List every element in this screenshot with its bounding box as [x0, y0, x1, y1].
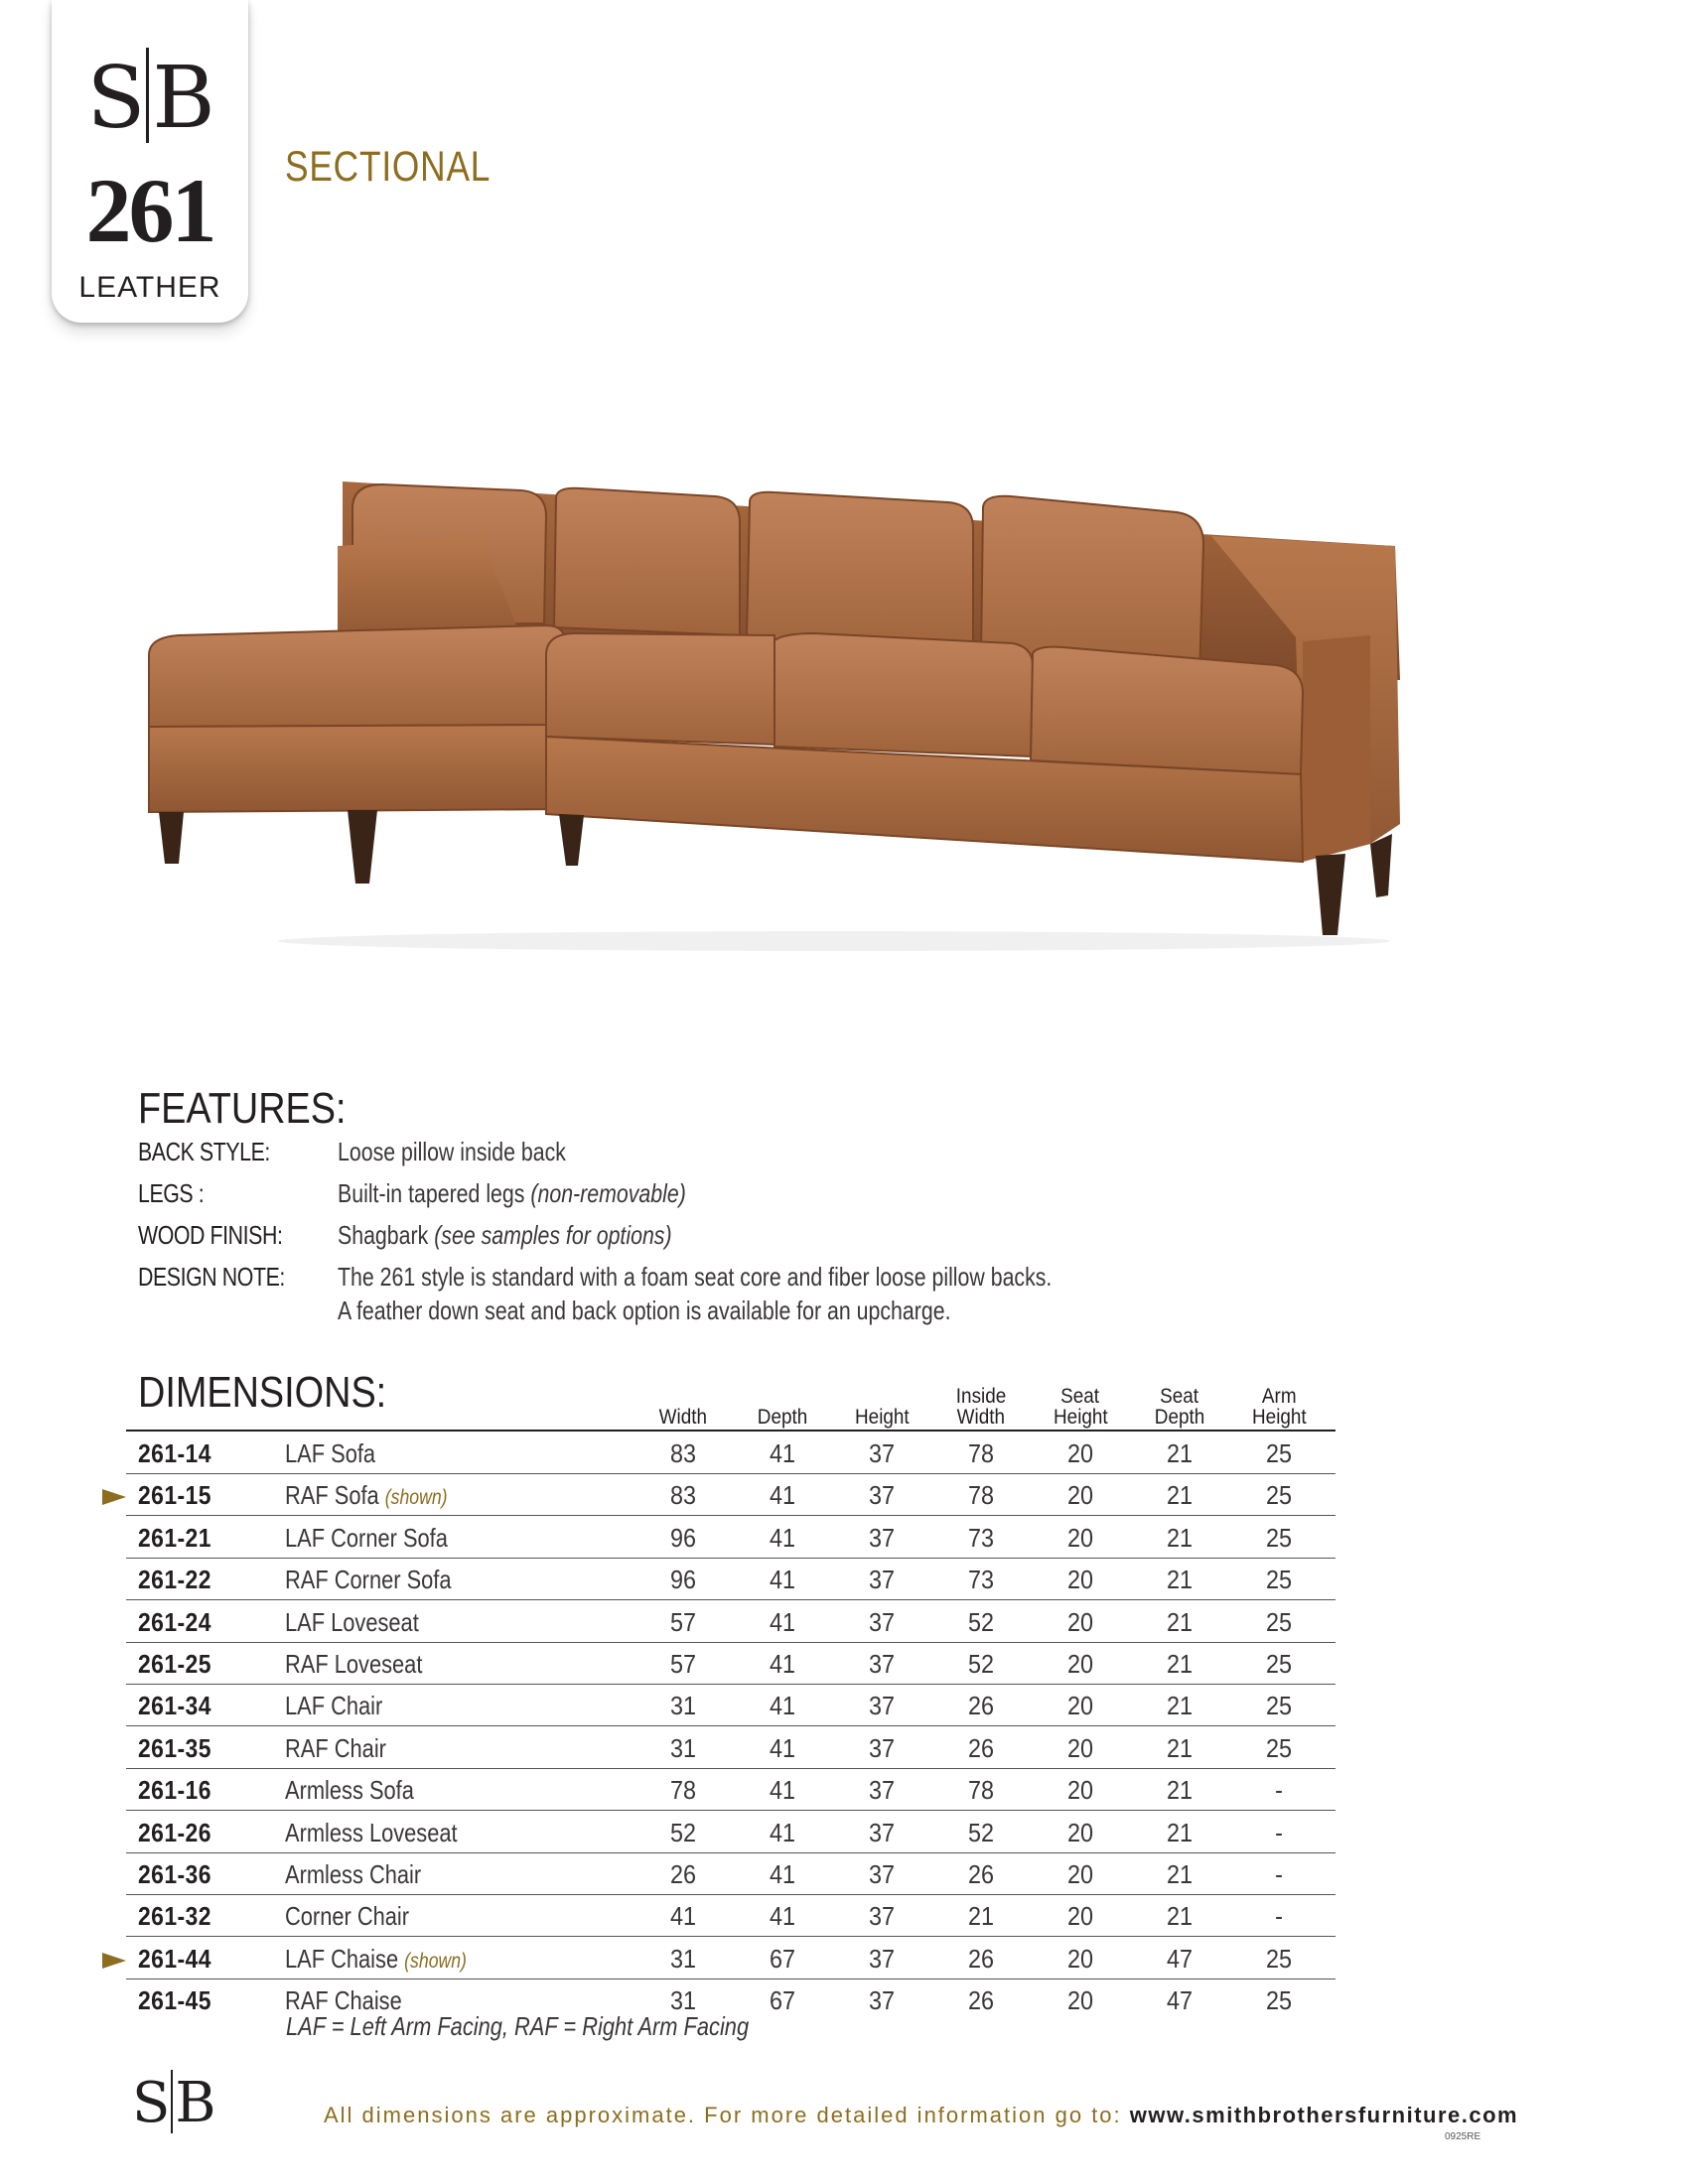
dimension-value: 41	[769, 1901, 796, 1932]
dimension-value: 41	[769, 1649, 796, 1679]
dimension-value: 21	[1166, 1732, 1194, 1763]
style-number: 261	[85, 160, 214, 261]
dimension-value: 25	[1265, 1480, 1293, 1511]
dimension-value: 47	[1166, 1985, 1194, 2016]
dimension-value: 21	[1166, 1522, 1194, 1553]
dimension-value: 20	[1066, 1859, 1094, 1889]
column-header-height: Height	[854, 1406, 910, 1429]
dimension-value: 31	[669, 1943, 697, 1974]
dimension-value: 37	[868, 1606, 896, 1637]
feature-value: Shagbark (see samples for options)	[338, 1220, 672, 1250]
dimension-value: 41	[769, 1480, 796, 1511]
dimension-value: 20	[1066, 1565, 1094, 1595]
dimension-value: 31	[669, 1732, 697, 1763]
table-row	[126, 1600, 1336, 1643]
dimension-value: 20	[1066, 1943, 1094, 1974]
document-code: 0925RE	[1445, 2131, 1481, 2142]
dimension-value: 78	[967, 1480, 995, 1511]
table-row	[126, 1937, 1336, 1979]
piece-name: LAF Chaise (shown)	[285, 1943, 467, 1974]
dimension-value: 26	[669, 1859, 697, 1889]
dimension-value: 41	[769, 1859, 796, 1889]
dimension-value: 83	[669, 1438, 697, 1468]
dimension-value: 20	[1066, 1522, 1094, 1553]
dimension-value: 25	[1265, 1691, 1293, 1721]
dimension-value: 26	[967, 1691, 995, 1721]
piece-name: RAF Chair	[285, 1732, 386, 1763]
dimension-value: 78	[967, 1775, 995, 1806]
table-row	[126, 1726, 1336, 1769]
dimension-value: 20	[1066, 1732, 1094, 1763]
footer-logo: S B	[132, 2071, 215, 2135]
dimension-value: 73	[967, 1522, 995, 1553]
feature-value: Built-in tapered legs (non-removable)	[338, 1178, 686, 1208]
dimension-value: 57	[669, 1649, 697, 1679]
feature-value: The 261 style is standard with a foam seat core and fiber loose pillow backs. A feather down seat and back option is available for an upcharge.	[338, 1262, 1053, 1325]
piece-name: LAF Chair	[285, 1691, 383, 1721]
dimension-value: 37	[868, 1438, 896, 1468]
dimension-value: 26	[967, 1985, 995, 2016]
model-number: 261-15	[138, 1480, 211, 1511]
dimension-value: 25	[1265, 1606, 1293, 1637]
column-header-inside-width: Inside Width	[955, 1385, 1007, 1429]
feature-note: (non-removable)	[530, 1178, 686, 1208]
model-number: 261-14	[138, 1438, 211, 1468]
feature-label: DESIGN NOTE:	[138, 1262, 285, 1292]
features-heading: FEATURES:	[138, 1084, 347, 1133]
dimension-value: 37	[868, 1775, 896, 1806]
shown-label: (shown)	[404, 1949, 467, 1973]
dimension-value: 96	[669, 1565, 697, 1595]
model-number: 261-24	[138, 1606, 211, 1637]
table-row	[126, 1894, 1336, 1937]
piece-name: RAF Sofa (shown)	[285, 1480, 448, 1511]
shown-arrow-icon	[102, 1489, 126, 1505]
column-header-width: Width	[658, 1406, 708, 1429]
model-number: 261-21	[138, 1522, 211, 1553]
dimension-value: 37	[868, 1691, 896, 1721]
product-type-title: SECTIONAL	[285, 143, 492, 191]
dimension-value: 41	[769, 1438, 796, 1468]
dimension-value: -	[1275, 1775, 1283, 1806]
dimension-value: 37	[868, 1859, 896, 1889]
model-number: 261-22	[138, 1565, 211, 1595]
model-number: 261-32	[138, 1901, 211, 1932]
model-number: 261-26	[138, 1817, 211, 1847]
piece-name: Armless Chair	[285, 1859, 422, 1889]
dimension-value: 41	[769, 1817, 796, 1847]
table-row	[126, 1811, 1336, 1853]
dimension-value: 20	[1066, 1817, 1094, 1847]
dimensions-heading: DIMENSIONS:	[138, 1368, 387, 1417]
table-row	[126, 1768, 1336, 1811]
dimension-value: 37	[868, 1943, 896, 1974]
dimension-value: 47	[1166, 1943, 1194, 1974]
dimension-value: 21	[1166, 1901, 1194, 1932]
column-header-seat-depth: Seat Depth	[1154, 1385, 1205, 1429]
table-row	[126, 1642, 1336, 1685]
piece-name: RAF Corner Sofa	[285, 1565, 452, 1595]
feature-label: WOOD FINISH:	[138, 1220, 283, 1250]
dimension-value: 52	[669, 1817, 697, 1847]
model-number: 261-25	[138, 1649, 211, 1679]
dimension-value: 41	[769, 1565, 796, 1595]
piece-name: RAF Loveseat	[285, 1649, 423, 1679]
shown-arrow-icon	[102, 1953, 126, 1969]
model-number: 261-34	[138, 1691, 211, 1721]
dimension-value: 20	[1066, 1691, 1094, 1721]
dimension-value: 37	[868, 1565, 896, 1595]
table-row	[126, 1558, 1336, 1600]
piece-name: LAF Corner Sofa	[285, 1522, 448, 1553]
dimension-value: 21	[1166, 1775, 1194, 1806]
dimension-value: 20	[1066, 1606, 1094, 1637]
dimension-value: 67	[769, 1985, 796, 2016]
piece-name: RAF Chaise	[285, 1985, 402, 2016]
dimension-value: 41	[769, 1691, 796, 1721]
feature-label: BACK STYLE:	[138, 1137, 270, 1166]
dimension-value: 21	[1166, 1565, 1194, 1595]
column-header-arm-height: Arm Height	[1251, 1385, 1307, 1429]
dimension-value: 41	[669, 1901, 697, 1932]
website-link[interactable]: www.smithbrothersfurniture.com	[1129, 2103, 1519, 2127]
dimension-value: 41	[769, 1732, 796, 1763]
dimension-value: 78	[967, 1438, 995, 1468]
legend-note: LAF = Left Arm Facing, RAF = Right Arm Facing	[286, 2011, 750, 2041]
model-number: 261-35	[138, 1732, 211, 1763]
dimension-value: 20	[1066, 1901, 1094, 1932]
piece-name: Corner Chair	[285, 1901, 410, 1932]
brand-badge	[52, 0, 248, 323]
column-header-depth: Depth	[757, 1406, 808, 1429]
dimension-value: 21	[1166, 1649, 1194, 1679]
dimension-value: 96	[669, 1522, 697, 1553]
sectional-sofa-image	[139, 467, 1430, 953]
dimension-value: 41	[769, 1522, 796, 1553]
dimension-value: 37	[868, 1985, 896, 2016]
dimension-value: 52	[967, 1817, 995, 1847]
dimension-value: 20	[1066, 1480, 1094, 1511]
dimension-value: 20	[1066, 1985, 1094, 2016]
dimension-value: 31	[669, 1691, 697, 1721]
dimension-value: 26	[967, 1943, 995, 1974]
dimension-value: 26	[967, 1859, 995, 1889]
dimension-value: 31	[669, 1985, 697, 2016]
dimension-value: 21	[1166, 1691, 1194, 1721]
shown-label: (shown)	[384, 1486, 448, 1510]
dimension-value: 26	[967, 1732, 995, 1763]
table-row	[126, 1516, 1336, 1559]
feature-value: Loose pillow inside back	[338, 1137, 566, 1166]
model-number: 261-16	[138, 1775, 211, 1806]
dimension-value: 37	[868, 1649, 896, 1679]
dimension-value: 20	[1066, 1775, 1094, 1806]
column-header-seat-height: Seat Height	[1053, 1385, 1108, 1429]
model-number: 261-44	[138, 1943, 211, 1974]
model-number: 261-36	[138, 1859, 211, 1889]
brand-logo: S B	[86, 49, 213, 148]
dimension-value: 73	[967, 1565, 995, 1595]
dimension-value: 25	[1265, 1943, 1293, 1974]
footer-disclaimer: All dimensions are approximate. For more detailed information go to: www.smithbrothersfurniture.com	[324, 2103, 1519, 2127]
dimension-value: 37	[868, 1522, 896, 1553]
dimension-value: 52	[967, 1606, 995, 1637]
dimension-value: 37	[868, 1732, 896, 1763]
dimension-value: -	[1275, 1901, 1283, 1932]
dimension-value: 21	[1166, 1859, 1194, 1889]
piece-name: LAF Loveseat	[285, 1606, 419, 1637]
dimension-value: 37	[868, 1480, 896, 1511]
dimension-value: 52	[967, 1649, 995, 1679]
dimension-value: 37	[868, 1901, 896, 1932]
dimension-value: 21	[1166, 1438, 1194, 1468]
dimension-value: 21	[1166, 1480, 1194, 1511]
table-row	[126, 1432, 1336, 1474]
dimension-value: 41	[769, 1606, 796, 1637]
model-number: 261-45	[138, 1985, 211, 2016]
feature-label: LEGS :	[138, 1178, 205, 1208]
dimension-value: 78	[669, 1775, 697, 1806]
dimension-value: 21	[1166, 1817, 1194, 1847]
dimension-value: 25	[1265, 1732, 1293, 1763]
dimension-value: 21	[1166, 1606, 1194, 1637]
table-row	[126, 1684, 1336, 1726]
dimension-value: 25	[1265, 1565, 1293, 1595]
piece-name: Armless Loveseat	[285, 1817, 458, 1847]
dimension-value: -	[1275, 1859, 1283, 1889]
dimension-value: 83	[669, 1480, 697, 1511]
dimension-value: 67	[769, 1943, 796, 1974]
dimension-value: 25	[1265, 1438, 1293, 1468]
material-label: LEATHER	[78, 271, 221, 304]
dimension-value: 20	[1066, 1649, 1094, 1679]
table-row	[126, 1473, 1336, 1516]
dimension-value: 41	[769, 1775, 796, 1806]
dimension-value: -	[1275, 1817, 1283, 1847]
dimension-value: 20	[1066, 1438, 1094, 1468]
dimension-value: 57	[669, 1606, 697, 1637]
piece-name: Armless Sofa	[285, 1775, 414, 1806]
table-row	[126, 1852, 1336, 1895]
dimension-value: 21	[967, 1901, 995, 1932]
feature-value-line2: A feather down seat and back option is available for an upcharge.	[338, 1296, 951, 1325]
dimension-value: 25	[1265, 1985, 1293, 2016]
feature-note: (see samples for options)	[434, 1220, 672, 1250]
piece-name: LAF Sofa	[285, 1438, 376, 1468]
dimension-value: 37	[868, 1817, 896, 1847]
dimension-value: 25	[1265, 1649, 1293, 1679]
dimension-value: 25	[1265, 1522, 1293, 1553]
